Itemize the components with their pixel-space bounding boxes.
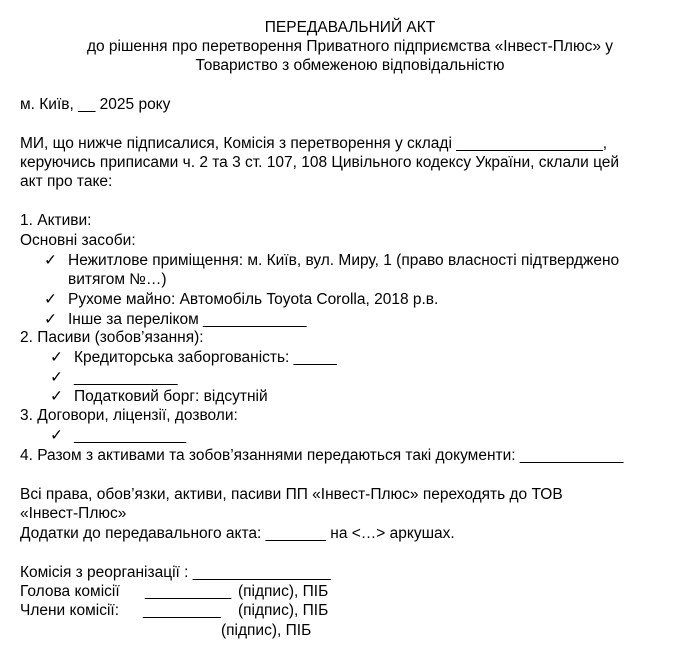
list-item [50,368,177,387]
checkmark-icon: ✓ [50,349,63,366]
checkmark-icon: ✓ [50,388,63,405]
checkmark-icon: ✓ [44,252,57,269]
members-signature-caption-2: (підпис), ПІБ [221,622,312,639]
appendix-line: Додатки до передавального акта: _______ на <…> аркушах. [20,525,455,542]
doc-title-line2: до рішення про перетворення Приватного підприємства «Інвест-Плюс» у [86,38,614,55]
list-item [44,251,619,270]
list-item [50,426,186,445]
checkmark-icon: ✓ [50,427,63,444]
intro-line2: керуючись приписами ч. 2 та 3 ст. 107, 108 Цивільного кодексу України, склали цей [20,154,620,171]
list-item-text: Рухоме майно: Автомобіль Toyota Corolla, 2018 р.в. [68,291,439,308]
members-label: Члени комісії: [20,602,120,619]
transfer-line2: «Інвест-Плюс» [20,505,127,522]
head-signature-blank: __________ [145,583,232,600]
list-item [50,387,268,406]
commission-line: Комісія з реорганізації : ________________ [20,564,331,581]
doc-title-line3: Товариство з обмеженою відповідальністю [195,57,505,74]
head-label: Голова комісії [20,583,120,600]
members-signature-caption: (підпис), ПІБ [238,602,329,619]
list-item-text: Нежитлове приміщення: м. Київ, вул. Миру, 1 (право власності підтверджено [68,252,620,269]
section1-heading: 1. Активи: [20,212,92,229]
intro-line3: акт про таке: [20,173,113,190]
list-item-text: Податковий борг: відсутній [74,388,268,405]
list-item-text: Інше за переліком ____________ [68,311,307,328]
transfer-line1: Всі права, обов’язки, активи, пасиви ПП «Інвест-Плюс» переходять до ТОВ [20,486,563,503]
list-item [44,290,438,309]
section2-heading: 2. Пасиви (зобов’язання): [20,329,204,346]
place-date: м. Київ, __ 2025 року [20,96,171,113]
intro-line1: МИ, що нижче підписалися, Комісія з перетворення у складі _________________, [20,135,608,152]
section1-subheading: Основні засоби: [20,232,136,249]
list-item-text: ____________ [74,369,178,386]
list-item [50,348,337,367]
checkmark-icon: ✓ [50,369,63,386]
members-signature-blank: _________ [143,602,221,619]
list-item-continuation: витягом №…) [68,271,167,288]
section4: 4. Разом з активами та зобов’язаннями передаються такі документи: ____________ [20,447,624,464]
doc-title: ПЕРЕДАВАЛЬНИЙ АКТ [264,19,436,36]
head-signature-caption: (підпис), ПІБ [238,583,329,600]
list-item [44,310,306,329]
section3-heading: 3. Договори, ліцензії, дозволи: [20,407,238,424]
list-item-text: _____________ [74,427,187,444]
checkmark-icon: ✓ [44,311,57,328]
list-item-text: Кредиторська заборгованість: _____ [74,349,337,366]
checkmark-icon: ✓ [44,291,57,308]
